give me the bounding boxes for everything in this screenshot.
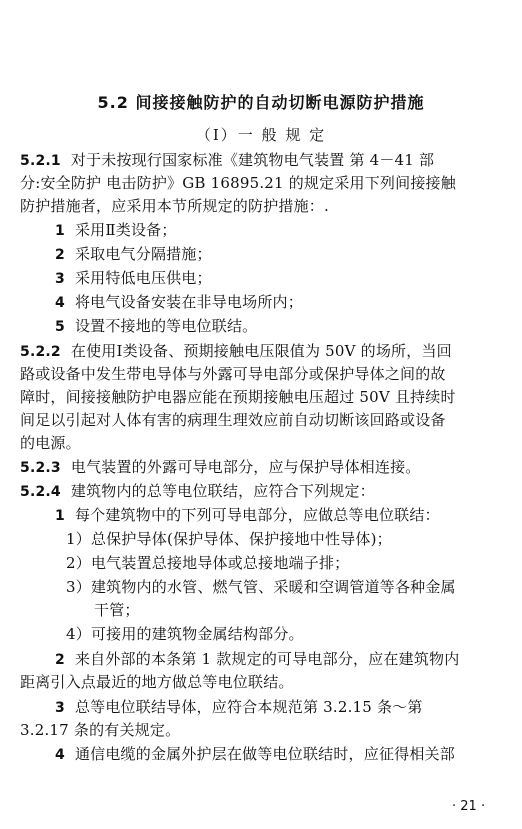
- clause-line: 5.2.3 电气装置的外露可导电部分，应与保护导体相连接。: [20, 458, 421, 476]
- list-item: 4 通信电缆的金属外护层在做等电位联结时，应征得相关部: [55, 745, 455, 763]
- clause-line: 路或设备中发生带电导体与外露可导电部分或保护导体之间的故: [20, 365, 446, 383]
- clause-line: 间足以引起对人体有害的病理生理效应前自动切断该回路或设备: [20, 411, 446, 429]
- clause-line: 障时，间接接触防护电器应能在预期接触电压超过 50V 且持续时: [20, 388, 456, 406]
- list-item: 4 将电气设备安装在非导电场所内；: [55, 293, 303, 311]
- section-title: 5.2 间接接触防护的自动切断电源防护措施: [97, 93, 425, 112]
- clause-line: 防护措施者，应采用本节所规定的防护措施：.: [20, 197, 329, 215]
- list-item: 1 采用Ⅱ类设备；: [55, 221, 177, 239]
- sub-item: 1）总保护导体(保护导体、保护接地中性导体)；: [66, 530, 392, 548]
- clause-line: 距离引入点最近的地方做总等电位联结。: [20, 673, 294, 691]
- list-item: 2 来自外部的本条第 1 款规定的可导电部分，应在建筑物内: [55, 650, 460, 668]
- page-number: · 21 ·: [452, 799, 486, 814]
- clause-line: 分:安全防护 电击防护》GB 16895.21 的规定采用下列间接接触: [20, 174, 456, 192]
- list-item: 1 每个建筑物中的下列可导电部分，应做总等电位联结：: [55, 506, 440, 524]
- sub-item: 3）建筑物内的水管、燃气管、采暖和空调管道等各种金属: [66, 578, 456, 596]
- sub-item: 2）电气装置总接地导体或总接地端子排；: [66, 554, 350, 572]
- clause-line: 5.2.1 对于未按现行国家标准《建筑物电气装置 第 4－41 部: [20, 151, 435, 169]
- clause-line: 5.2.4 建筑物内的总等电位联结，应符合下列规定：: [20, 482, 375, 500]
- list-item: 2 采取电气分隔措施；: [55, 245, 212, 263]
- sub-item: 4）可接用的建筑物金属结构部分。: [66, 625, 304, 643]
- subsection-title: （Ⅰ）一 般 规 定: [195, 126, 327, 144]
- sub-item: 干管；: [94, 601, 140, 619]
- clause-line: 的电源。: [20, 434, 81, 452]
- list-item: 5 设置不接地的等电位联结。: [55, 317, 258, 335]
- clause-line: 3.2.17 条的有关规定。: [20, 721, 181, 739]
- list-item: 3 总等电位联结导体，应符合本规范第 3.2.15 条～第: [55, 698, 423, 716]
- list-item: 3 采用特低电压供电；: [55, 269, 212, 287]
- clause-line: 5.2.2 在使用Ⅰ类设备、预期接触电压限值为 50V 的场所，当回: [20, 342, 452, 360]
